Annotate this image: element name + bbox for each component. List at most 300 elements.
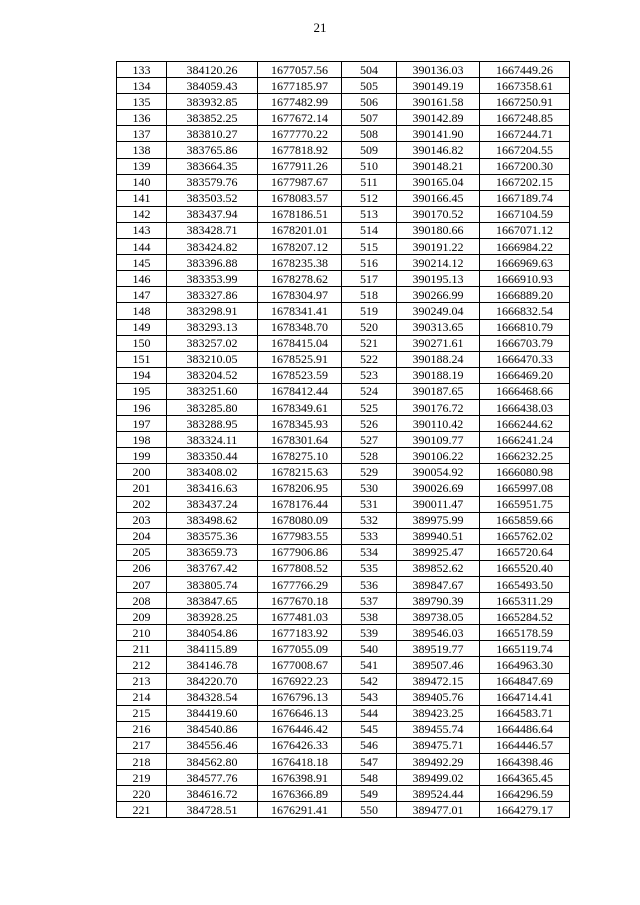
table-row bbox=[117, 255, 570, 271]
point-number-cell: 526 bbox=[342, 416, 397, 432]
x-coordinate-cell: 390166.45 bbox=[397, 190, 480, 206]
point-number-cell: 146 bbox=[117, 271, 167, 287]
point-number-cell: 520 bbox=[342, 319, 397, 335]
y-coordinate-cell: 1666889.20 bbox=[480, 287, 570, 303]
point-number-cell: 522 bbox=[342, 351, 397, 367]
table-row bbox=[117, 625, 570, 641]
y-coordinate-cell: 1664583.71 bbox=[480, 705, 570, 721]
point-number-cell: 210 bbox=[117, 625, 167, 641]
point-number-cell: 548 bbox=[342, 770, 397, 786]
x-coordinate-cell: 389423.25 bbox=[397, 705, 480, 721]
y-coordinate-cell: 1664847.69 bbox=[480, 673, 570, 689]
x-coordinate-cell: 390195.13 bbox=[397, 271, 480, 287]
point-number-cell: 196 bbox=[117, 399, 167, 415]
table-row bbox=[117, 142, 570, 158]
x-coordinate-cell: 389852.62 bbox=[397, 560, 480, 576]
y-coordinate-cell: 1676796.13 bbox=[258, 689, 342, 705]
x-coordinate-cell: 383424.82 bbox=[167, 239, 258, 255]
x-coordinate-cell: 384540.86 bbox=[167, 721, 258, 737]
x-coordinate-cell: 389940.51 bbox=[397, 528, 480, 544]
x-coordinate-cell: 383251.60 bbox=[167, 383, 258, 399]
point-number-cell: 544 bbox=[342, 705, 397, 721]
y-coordinate-cell: 1665178.59 bbox=[480, 625, 570, 641]
point-number-cell: 549 bbox=[342, 786, 397, 802]
x-coordinate-cell: 384328.54 bbox=[167, 689, 258, 705]
table-row bbox=[117, 496, 570, 512]
x-coordinate-cell: 389738.05 bbox=[397, 609, 480, 625]
x-coordinate-cell: 383810.27 bbox=[167, 126, 258, 142]
y-coordinate-cell: 1678301.64 bbox=[258, 432, 342, 448]
table-row bbox=[117, 737, 570, 753]
point-number-cell: 214 bbox=[117, 689, 167, 705]
point-number-cell: 135 bbox=[117, 94, 167, 110]
table-row bbox=[117, 319, 570, 335]
point-number-cell: 532 bbox=[342, 512, 397, 528]
point-number-cell: 507 bbox=[342, 110, 397, 126]
x-coordinate-cell: 384120.26 bbox=[167, 62, 258, 78]
y-coordinate-cell: 1678415.04 bbox=[258, 335, 342, 351]
point-number-cell: 143 bbox=[117, 222, 167, 238]
table-row bbox=[117, 689, 570, 705]
y-coordinate-cell: 1667449.26 bbox=[480, 62, 570, 78]
x-coordinate-cell: 383428.71 bbox=[167, 222, 258, 238]
point-number-cell: 516 bbox=[342, 255, 397, 271]
y-coordinate-cell: 1677808.52 bbox=[258, 560, 342, 576]
x-coordinate-cell: 390313.65 bbox=[397, 319, 480, 335]
point-number-cell: 147 bbox=[117, 287, 167, 303]
coordinate-table-body bbox=[117, 62, 570, 818]
x-coordinate-cell: 383324.11 bbox=[167, 432, 258, 448]
point-number-cell: 203 bbox=[117, 512, 167, 528]
point-number-cell: 205 bbox=[117, 544, 167, 560]
point-number-cell: 534 bbox=[342, 544, 397, 560]
x-coordinate-cell: 390109.77 bbox=[397, 432, 480, 448]
table-row bbox=[117, 802, 570, 818]
point-number-cell: 220 bbox=[117, 786, 167, 802]
point-number-cell: 216 bbox=[117, 721, 167, 737]
y-coordinate-cell: 1664398.46 bbox=[480, 754, 570, 770]
x-coordinate-cell: 383579.76 bbox=[167, 174, 258, 190]
point-number-cell: 546 bbox=[342, 737, 397, 753]
point-number-cell: 208 bbox=[117, 593, 167, 609]
point-number-cell: 133 bbox=[117, 62, 167, 78]
y-coordinate-cell: 1677911.26 bbox=[258, 158, 342, 174]
table-row bbox=[117, 383, 570, 399]
x-coordinate-cell: 383664.35 bbox=[167, 158, 258, 174]
point-number-cell: 527 bbox=[342, 432, 397, 448]
point-number-cell: 521 bbox=[342, 335, 397, 351]
y-coordinate-cell: 1677057.56 bbox=[258, 62, 342, 78]
table-row bbox=[117, 271, 570, 287]
x-coordinate-cell: 389472.15 bbox=[397, 673, 480, 689]
point-number-cell: 204 bbox=[117, 528, 167, 544]
point-number-cell: 536 bbox=[342, 577, 397, 593]
point-number-cell: 529 bbox=[342, 464, 397, 480]
table-row bbox=[117, 721, 570, 737]
point-number-cell: 149 bbox=[117, 319, 167, 335]
table-row bbox=[117, 126, 570, 142]
y-coordinate-cell: 1678412.44 bbox=[258, 383, 342, 399]
point-number-cell: 140 bbox=[117, 174, 167, 190]
page-number: 21 bbox=[313, 20, 327, 35]
x-coordinate-cell: 384419.60 bbox=[167, 705, 258, 721]
point-number-cell: 137 bbox=[117, 126, 167, 142]
y-coordinate-cell: 1676922.23 bbox=[258, 673, 342, 689]
y-coordinate-cell: 1677983.55 bbox=[258, 528, 342, 544]
y-coordinate-cell: 1665951.75 bbox=[480, 496, 570, 512]
y-coordinate-cell: 1666241.24 bbox=[480, 432, 570, 448]
x-coordinate-cell: 383288.95 bbox=[167, 416, 258, 432]
y-coordinate-cell: 1678523.59 bbox=[258, 367, 342, 383]
x-coordinate-cell: 390249.04 bbox=[397, 303, 480, 319]
x-coordinate-cell: 383847.65 bbox=[167, 593, 258, 609]
point-number-cell: 202 bbox=[117, 496, 167, 512]
point-number-cell: 199 bbox=[117, 448, 167, 464]
point-number-cell: 506 bbox=[342, 94, 397, 110]
y-coordinate-cell: 1664446.57 bbox=[480, 737, 570, 753]
y-coordinate-cell: 1678083.57 bbox=[258, 190, 342, 206]
point-number-cell: 505 bbox=[342, 78, 397, 94]
point-number-cell: 538 bbox=[342, 609, 397, 625]
x-coordinate-cell: 383437.94 bbox=[167, 206, 258, 222]
table-row bbox=[117, 544, 570, 560]
point-number-cell: 508 bbox=[342, 126, 397, 142]
table-row bbox=[117, 174, 570, 190]
point-number-cell: 510 bbox=[342, 158, 397, 174]
point-number-cell: 515 bbox=[342, 239, 397, 255]
table-row bbox=[117, 367, 570, 383]
x-coordinate-cell: 390146.82 bbox=[397, 142, 480, 158]
x-coordinate-cell: 389925.47 bbox=[397, 544, 480, 560]
y-coordinate-cell: 1667202.15 bbox=[480, 174, 570, 190]
point-number-cell: 542 bbox=[342, 673, 397, 689]
y-coordinate-cell: 1665493.50 bbox=[480, 577, 570, 593]
x-coordinate-cell: 383498.62 bbox=[167, 512, 258, 528]
table-row bbox=[117, 705, 570, 721]
point-number-cell: 514 bbox=[342, 222, 397, 238]
y-coordinate-cell: 1677482.99 bbox=[258, 94, 342, 110]
y-coordinate-cell: 1667204.55 bbox=[480, 142, 570, 158]
x-coordinate-cell: 383437.24 bbox=[167, 496, 258, 512]
x-coordinate-cell: 389790.39 bbox=[397, 593, 480, 609]
x-coordinate-cell: 390141.90 bbox=[397, 126, 480, 142]
y-coordinate-cell: 1665119.74 bbox=[480, 641, 570, 657]
y-coordinate-cell: 1665997.08 bbox=[480, 480, 570, 496]
point-number-cell: 523 bbox=[342, 367, 397, 383]
x-coordinate-cell: 383293.13 bbox=[167, 319, 258, 335]
x-coordinate-cell: 390161.58 bbox=[397, 94, 480, 110]
x-coordinate-cell: 383204.52 bbox=[167, 367, 258, 383]
table-row bbox=[117, 303, 570, 319]
x-coordinate-cell: 383575.36 bbox=[167, 528, 258, 544]
y-coordinate-cell: 1666244.62 bbox=[480, 416, 570, 432]
point-number-cell: 547 bbox=[342, 754, 397, 770]
table-row bbox=[117, 222, 570, 238]
table-row bbox=[117, 94, 570, 110]
table-row bbox=[117, 673, 570, 689]
table-row bbox=[117, 464, 570, 480]
table-row bbox=[117, 448, 570, 464]
point-number-cell: 530 bbox=[342, 480, 397, 496]
y-coordinate-cell: 1667200.30 bbox=[480, 158, 570, 174]
y-coordinate-cell: 1667250.91 bbox=[480, 94, 570, 110]
y-coordinate-cell: 1666468.66 bbox=[480, 383, 570, 399]
x-coordinate-cell: 390271.61 bbox=[397, 335, 480, 351]
x-coordinate-cell: 383350.44 bbox=[167, 448, 258, 464]
point-number-cell: 540 bbox=[342, 641, 397, 657]
y-coordinate-cell: 1676418.18 bbox=[258, 754, 342, 770]
y-coordinate-cell: 1677183.92 bbox=[258, 625, 342, 641]
point-number-cell: 148 bbox=[117, 303, 167, 319]
point-number-cell: 134 bbox=[117, 78, 167, 94]
y-coordinate-cell: 1664486.64 bbox=[480, 721, 570, 737]
x-coordinate-cell: 383503.52 bbox=[167, 190, 258, 206]
table-row bbox=[117, 754, 570, 770]
y-coordinate-cell: 1667189.74 bbox=[480, 190, 570, 206]
x-coordinate-cell: 389507.46 bbox=[397, 657, 480, 673]
point-number-cell: 513 bbox=[342, 206, 397, 222]
y-coordinate-cell: 1666080.98 bbox=[480, 464, 570, 480]
y-coordinate-cell: 1664365.45 bbox=[480, 770, 570, 786]
point-number-cell: 512 bbox=[342, 190, 397, 206]
y-coordinate-cell: 1678080.09 bbox=[258, 512, 342, 528]
point-number-cell: 141 bbox=[117, 190, 167, 206]
table-row bbox=[117, 287, 570, 303]
x-coordinate-cell: 390054.92 bbox=[397, 464, 480, 480]
y-coordinate-cell: 1677481.03 bbox=[258, 609, 342, 625]
y-coordinate-cell: 1676291.41 bbox=[258, 802, 342, 818]
point-number-cell: 212 bbox=[117, 657, 167, 673]
x-coordinate-cell: 384054.86 bbox=[167, 625, 258, 641]
point-number-cell: 213 bbox=[117, 673, 167, 689]
table-row bbox=[117, 577, 570, 593]
x-coordinate-cell: 389477.01 bbox=[397, 802, 480, 818]
y-coordinate-cell: 1665311.29 bbox=[480, 593, 570, 609]
x-coordinate-cell: 390214.12 bbox=[397, 255, 480, 271]
y-coordinate-cell: 1664296.59 bbox=[480, 786, 570, 802]
point-number-cell: 545 bbox=[342, 721, 397, 737]
x-coordinate-cell: 383767.42 bbox=[167, 560, 258, 576]
y-coordinate-cell: 1676398.91 bbox=[258, 770, 342, 786]
point-number-cell: 211 bbox=[117, 641, 167, 657]
x-coordinate-cell: 384728.51 bbox=[167, 802, 258, 818]
x-coordinate-cell: 390187.65 bbox=[397, 383, 480, 399]
point-number-cell: 528 bbox=[342, 448, 397, 464]
x-coordinate-cell: 383805.74 bbox=[167, 577, 258, 593]
table-row bbox=[117, 335, 570, 351]
y-coordinate-cell: 1678278.62 bbox=[258, 271, 342, 287]
point-number-cell: 195 bbox=[117, 383, 167, 399]
y-coordinate-cell: 1665762.02 bbox=[480, 528, 570, 544]
x-coordinate-cell: 390106.22 bbox=[397, 448, 480, 464]
x-coordinate-cell: 390149.19 bbox=[397, 78, 480, 94]
x-coordinate-cell: 389546.03 bbox=[397, 625, 480, 641]
point-number-cell: 531 bbox=[342, 496, 397, 512]
y-coordinate-cell: 1665284.52 bbox=[480, 609, 570, 625]
y-coordinate-cell: 1678201.01 bbox=[258, 222, 342, 238]
y-coordinate-cell: 1666232.25 bbox=[480, 448, 570, 464]
x-coordinate-cell: 390188.19 bbox=[397, 367, 480, 383]
table-row bbox=[117, 239, 570, 255]
table-row bbox=[117, 512, 570, 528]
x-coordinate-cell: 389492.29 bbox=[397, 754, 480, 770]
y-coordinate-cell: 1678345.93 bbox=[258, 416, 342, 432]
point-number-cell: 139 bbox=[117, 158, 167, 174]
x-coordinate-cell: 389405.76 bbox=[397, 689, 480, 705]
y-coordinate-cell: 1677906.86 bbox=[258, 544, 342, 560]
y-coordinate-cell: 1677766.29 bbox=[258, 577, 342, 593]
y-coordinate-cell: 1667244.71 bbox=[480, 126, 570, 142]
y-coordinate-cell: 1664714.41 bbox=[480, 689, 570, 705]
x-coordinate-cell: 384115.89 bbox=[167, 641, 258, 657]
x-coordinate-cell: 389524.44 bbox=[397, 786, 480, 802]
point-number-cell: 219 bbox=[117, 770, 167, 786]
table-row bbox=[117, 786, 570, 802]
x-coordinate-cell: 389519.77 bbox=[397, 641, 480, 657]
y-coordinate-cell: 1665859.66 bbox=[480, 512, 570, 528]
point-number-cell: 511 bbox=[342, 174, 397, 190]
x-coordinate-cell: 383298.91 bbox=[167, 303, 258, 319]
table-row bbox=[117, 560, 570, 576]
y-coordinate-cell: 1664963.30 bbox=[480, 657, 570, 673]
table-row bbox=[117, 480, 570, 496]
x-coordinate-cell: 390110.42 bbox=[397, 416, 480, 432]
x-coordinate-cell: 383416.63 bbox=[167, 480, 258, 496]
point-number-cell: 535 bbox=[342, 560, 397, 576]
x-coordinate-cell: 383765.86 bbox=[167, 142, 258, 158]
x-coordinate-cell: 383327.86 bbox=[167, 287, 258, 303]
table-row bbox=[117, 528, 570, 544]
point-number-cell: 198 bbox=[117, 432, 167, 448]
x-coordinate-cell: 390142.89 bbox=[397, 110, 480, 126]
y-coordinate-cell: 1676646.13 bbox=[258, 705, 342, 721]
point-number-cell: 504 bbox=[342, 62, 397, 78]
point-number-cell: 537 bbox=[342, 593, 397, 609]
x-coordinate-cell: 390191.22 bbox=[397, 239, 480, 255]
x-coordinate-cell: 384220.70 bbox=[167, 673, 258, 689]
x-coordinate-cell: 384562.80 bbox=[167, 754, 258, 770]
x-coordinate-cell: 383408.02 bbox=[167, 464, 258, 480]
y-coordinate-cell: 1678186.51 bbox=[258, 206, 342, 222]
table-row bbox=[117, 206, 570, 222]
x-coordinate-cell: 389475.71 bbox=[397, 737, 480, 753]
y-coordinate-cell: 1678206.95 bbox=[258, 480, 342, 496]
x-coordinate-cell: 383396.88 bbox=[167, 255, 258, 271]
y-coordinate-cell: 1676366.89 bbox=[258, 786, 342, 802]
point-number-cell: 517 bbox=[342, 271, 397, 287]
x-coordinate-cell: 390266.99 bbox=[397, 287, 480, 303]
x-coordinate-cell: 383928.25 bbox=[167, 609, 258, 625]
point-number-cell: 218 bbox=[117, 754, 167, 770]
y-coordinate-cell: 1678275.10 bbox=[258, 448, 342, 464]
point-number-cell: 144 bbox=[117, 239, 167, 255]
point-number-cell: 151 bbox=[117, 351, 167, 367]
point-number-cell: 150 bbox=[117, 335, 167, 351]
y-coordinate-cell: 1676446.42 bbox=[258, 721, 342, 737]
table-row bbox=[117, 770, 570, 786]
x-coordinate-cell: 384616.72 bbox=[167, 786, 258, 802]
point-number-cell: 539 bbox=[342, 625, 397, 641]
x-coordinate-cell: 383210.05 bbox=[167, 351, 258, 367]
y-coordinate-cell: 1666984.22 bbox=[480, 239, 570, 255]
table-row bbox=[117, 110, 570, 126]
x-coordinate-cell: 390176.72 bbox=[397, 399, 480, 415]
point-number-cell: 217 bbox=[117, 737, 167, 753]
y-coordinate-cell: 1678341.41 bbox=[258, 303, 342, 319]
y-coordinate-cell: 1667248.85 bbox=[480, 110, 570, 126]
y-coordinate-cell: 1678525.91 bbox=[258, 351, 342, 367]
table-row bbox=[117, 593, 570, 609]
y-coordinate-cell: 1676426.33 bbox=[258, 737, 342, 753]
table-row bbox=[117, 432, 570, 448]
point-number-cell: 138 bbox=[117, 142, 167, 158]
y-coordinate-cell: 1677670.18 bbox=[258, 593, 342, 609]
y-coordinate-cell: 1677008.67 bbox=[258, 657, 342, 673]
point-number-cell: 533 bbox=[342, 528, 397, 544]
x-coordinate-cell: 383659.73 bbox=[167, 544, 258, 560]
y-coordinate-cell: 1667071.12 bbox=[480, 222, 570, 238]
y-coordinate-cell: 1678215.63 bbox=[258, 464, 342, 480]
x-coordinate-cell: 383852.25 bbox=[167, 110, 258, 126]
x-coordinate-cell: 390136.03 bbox=[397, 62, 480, 78]
y-coordinate-cell: 1666469.20 bbox=[480, 367, 570, 383]
point-number-cell: 209 bbox=[117, 609, 167, 625]
x-coordinate-cell: 384556.46 bbox=[167, 737, 258, 753]
table-row bbox=[117, 78, 570, 94]
y-coordinate-cell: 1678348.70 bbox=[258, 319, 342, 335]
x-coordinate-cell: 390148.21 bbox=[397, 158, 480, 174]
point-number-cell: 221 bbox=[117, 802, 167, 818]
y-coordinate-cell: 1678207.12 bbox=[258, 239, 342, 255]
table-row bbox=[117, 657, 570, 673]
y-coordinate-cell: 1678349.61 bbox=[258, 399, 342, 415]
y-coordinate-cell: 1678176.44 bbox=[258, 496, 342, 512]
y-coordinate-cell: 1664279.17 bbox=[480, 802, 570, 818]
table-row bbox=[117, 158, 570, 174]
table-row bbox=[117, 399, 570, 415]
point-number-cell: 550 bbox=[342, 802, 397, 818]
table-row bbox=[117, 62, 570, 78]
x-coordinate-cell: 384059.43 bbox=[167, 78, 258, 94]
x-coordinate-cell: 390165.04 bbox=[397, 174, 480, 190]
y-coordinate-cell: 1665520.40 bbox=[480, 560, 570, 576]
table-row bbox=[117, 416, 570, 432]
y-coordinate-cell: 1666910.93 bbox=[480, 271, 570, 287]
point-number-cell: 142 bbox=[117, 206, 167, 222]
x-coordinate-cell: 389975.99 bbox=[397, 512, 480, 528]
point-number-cell: 509 bbox=[342, 142, 397, 158]
point-number-cell: 145 bbox=[117, 255, 167, 271]
x-coordinate-cell: 383257.02 bbox=[167, 335, 258, 351]
y-coordinate-cell: 1667358.61 bbox=[480, 78, 570, 94]
x-coordinate-cell: 390170.52 bbox=[397, 206, 480, 222]
y-coordinate-cell: 1666810.79 bbox=[480, 319, 570, 335]
point-number-cell: 201 bbox=[117, 480, 167, 496]
point-number-cell: 207 bbox=[117, 577, 167, 593]
y-coordinate-cell: 1666470.33 bbox=[480, 351, 570, 367]
y-coordinate-cell: 1666703.79 bbox=[480, 335, 570, 351]
point-number-cell: 525 bbox=[342, 399, 397, 415]
y-coordinate-cell: 1666969.63 bbox=[480, 255, 570, 271]
x-coordinate-cell: 389847.67 bbox=[397, 577, 480, 593]
x-coordinate-cell: 389499.02 bbox=[397, 770, 480, 786]
y-coordinate-cell: 1678304.97 bbox=[258, 287, 342, 303]
y-coordinate-cell: 1667104.59 bbox=[480, 206, 570, 222]
point-number-cell: 541 bbox=[342, 657, 397, 673]
y-coordinate-cell: 1677770.22 bbox=[258, 126, 342, 142]
y-coordinate-cell: 1666832.54 bbox=[480, 303, 570, 319]
y-coordinate-cell: 1677987.67 bbox=[258, 174, 342, 190]
